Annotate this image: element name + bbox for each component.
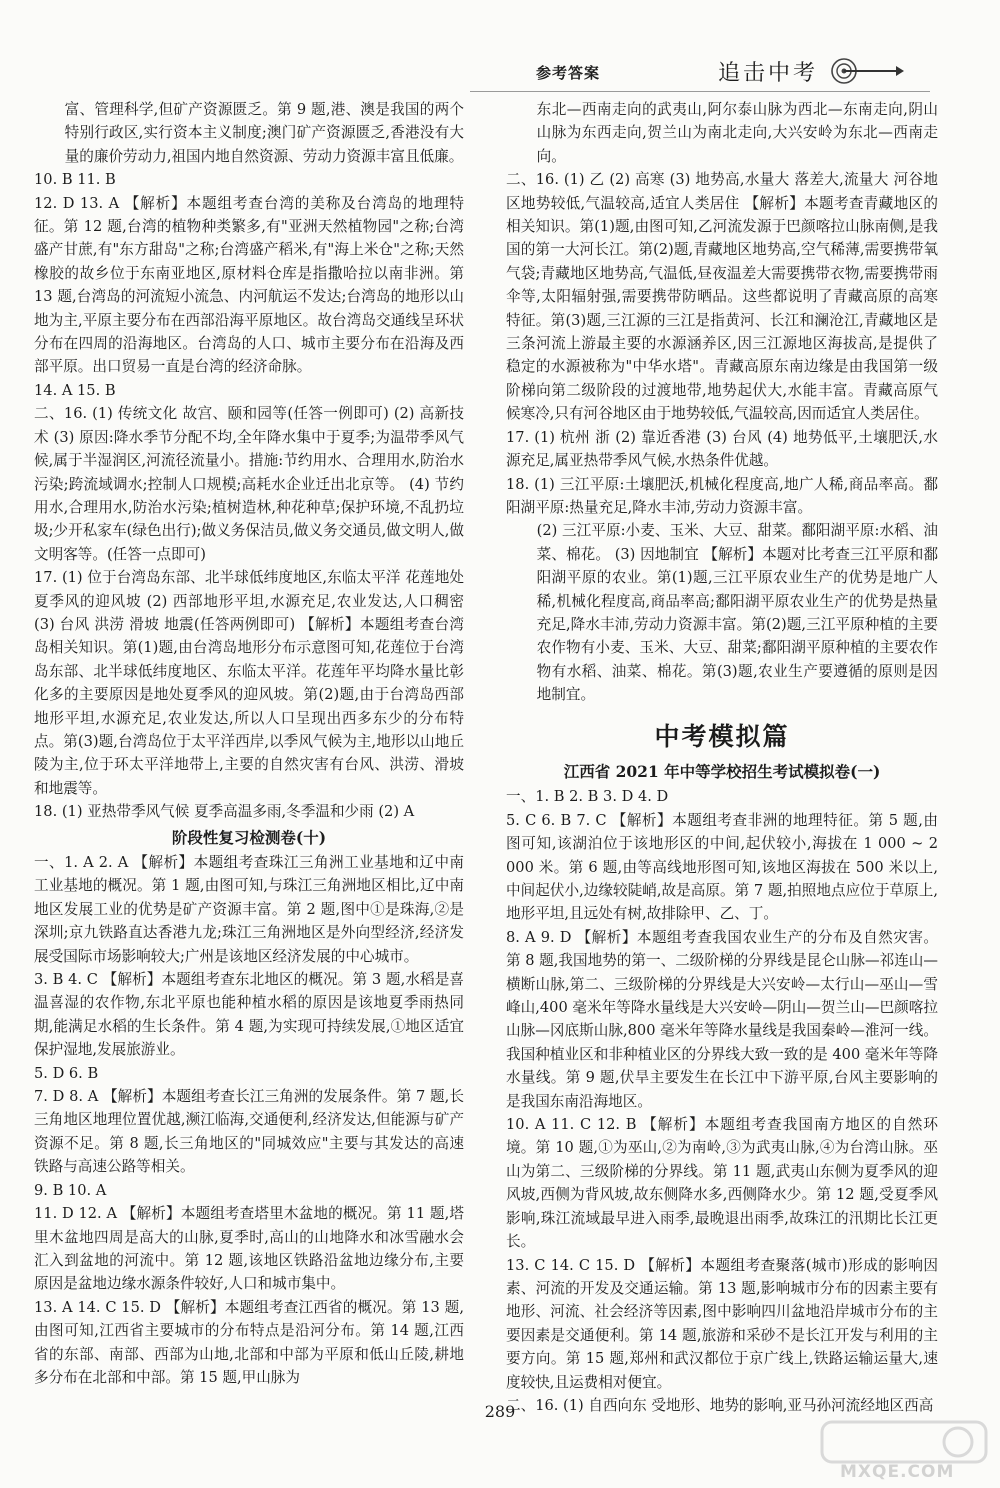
answer-paragraph: 18. (1) 亚热带季风气候 夏季高温多雨,冬季温和少雨 (2) A	[34, 803, 415, 821]
stamp-icon	[818, 1418, 990, 1466]
answer-paragraph: 13. A 14. C 15. D 【解析】本题组考查江西省的概况。第 13 题,由图可知,江西省主要城市的分布特点是沿河分布。第 14 题,江西省的东部、南部、西部为山地,北部和中部为平原和低山丘陵,耕地多分布在北部和中部。第 15 题,甲山脉为	[34, 1298, 464, 1386]
left-column	[34, 98, 464, 1389]
answer-paragraph: 二、16. (1) 传统文化 故宫、颐和园等(任答一例即可) (2) 高新技术 (3) 原因:降水季节分配不均,全年降水集中于夏季;为温带季风气候,属于半湿润区,河流径流量小。措施:节约用水、合理用水,防治水污染;跨流域调水;控制人口规模;高耗水企业迁出北京等。 (4) 节约用水,合理用水,防治水污染;植树造林,种花种草;保护环境,不乱扔垃圾;少开私家车(绿色出行);做义务保洁员,做义务交通员,做文明人,做文明客等。(任答一点即可)	[34, 405, 464, 563]
answer-paragraph: 7. D 8. A 【解析】本题组考查长江三角洲的发展条件。第 7 题,长三角地区地理位置优越,濒江临海,交通便利,经济发达,但能源与矿产资源不足。第 8 题,长三角地区的"同城效应"主要与其发达的高速铁路与高速公路等相关。	[34, 1088, 464, 1176]
header-label: 参考答案	[536, 64, 601, 82]
answer-paragraph: 9. B 10. A	[34, 1181, 107, 1199]
right-column	[506, 98, 938, 1417]
answer-paragraph: 二、16. (1) 自西向东 受地形、地势的影响,亚马孙河流经地区西高	[506, 1396, 934, 1414]
section-heading: 江西省 2021 年中等学校招生考试模拟卷(一)	[563, 761, 881, 781]
answer-paragraph: 12. D 13. A 【解析】本题组考查台湾的美称及台湾岛的地理特征。第 12 题,台湾的植物种类繁多,有"亚洲天然植物园"之称;台湾盛产甘蔗,有"东方甜岛"之称;台湾盛产稻米,有"海上米仓"之称;天然橡胶的故乡位于东南亚地区,原材料仓库是指撒哈拉以南非洲。第 13 题,台湾岛的河流短小流急、内河航运不发达;台湾岛的地形以山地为主,平原主要分布在西部沿海平原地区。故台湾岛交通线呈环状分布在四周的沿海地区。台湾岛的人口、城市主要分布在沿海及西部平原。出口贸易一直是台湾的经济命脉。	[34, 194, 464, 376]
page-number: 289	[484, 1402, 516, 1421]
answer-paragraph: 8. A 9. D 【解析】本题组考查我国农业生产的分布及自然灾害。第 8 题,我国地势的第一、二级阶梯的分界线是昆仑山脉—祁连山—横断山脉,第二、三级阶梯的分界线是大兴安岭—太行山—巫山—雪峰山,400 毫米年等降水量线是大兴安岭—阴山—贺兰山—巴颜喀拉山脉—冈底斯山脉,800 毫米年等降水量线是我国秦岭—淮河一线。我国种植业区和非种植业区的分界线大致一致的是 400 毫米年等降水量线。第 9 题,伏旱主要发生在长江中下游平原,台风主要影响的是我国东南沿海地区。	[506, 928, 938, 1110]
part-title: 中考模拟篇	[654, 721, 790, 751]
answer-paragraph: 14. A 15. B	[34, 381, 116, 399]
answer-paragraph: (2) 三江平原:小麦、玉米、大豆、甜菜。鄱阳湖平原:水稻、油菜、棉花。 (3) 因地制宜 【解析】本题对比考查三江平原和鄱阳湖平原的农业。第(1)题,三江平原农业生产的优势是地广人稀,机械化程度高,商品率高;鄱阳湖平原农业生产的优势是热量充足,降水丰沛,劳动力资源丰富。第(2)题,三江平原种植的主要农作物有小麦、玉米、大豆、甜菜;鄱阳湖平原种植的主要农作物有水稻、油菜、棉花。第(3)题,农业生产要遵循的原则是因地制宜。	[536, 522, 938, 704]
answer-paragraph: 17. (1) 杭州 浙 (2) 靠近香港 (3) 台风 (4) 地势低平,土壤肥沃,水源充足,属亚热带季风气候,水热条件优越。	[506, 428, 938, 470]
answer-paragraph: 一、1. B 2. B 3. D 4. D	[506, 788, 669, 806]
answer-paragraph: 二、16. (1) 乙 (2) 高寒 (3) 地势高,水量大 落差大,流量大 河谷地区地势较低,气温较高,适宜人类居住 【解析】本题考查青藏地区的相关知识。第(1)题,由图可知,乙河流发源于巴颜喀拉山脉南侧,是我国的第一大河长江。第(2)题,青藏地区地势高,空气稀薄,需要携带氧气袋;青藏地区地势高,气温低,昼夜温差大需要携带衣物,需要携带雨伞等,太阳辐射强,需要携带防晒品。这些都说明了青藏高原的高寒特征。第(3)题,三江源的三江是指黄河、长江和澜沧江,青藏地区是三条河流上游最主要的水源涵养区,因三江源地区海拔高,是提供了稳定的水源被称为"中华水塔"。青藏高原东南边缘是由我国第一级阶梯向第二级阶段的过渡地带,地势起伏大,水能丰富。青藏高原气候寒冷,只有河谷地区由于地势较低,气温较高,因而适宜人类居住。	[506, 171, 938, 423]
answer-paragraph: 13. C 14. C 15. D 【解析】本题组考查聚落(城市)形成的影响因素、河流的开发及交通运输。第 13 题,影响城市分布的因素主要有地形、河流、社会经济等因素,图中影响四川盆地沿岸城市分布的主要因素是交通便利。第 14 题,旅游和采砂不是长江开发与利用的主要方向。第 15 题,郑州和武汉都位于京广线上,铁路运输运量大,速度较快,且运费相对便宜。	[506, 1256, 938, 1391]
answer-paragraph: 10. A 11. C 12. B 【解析】本题组考查我国南方地区的自然环境。第 10 题,①为巫山,②为南岭,③为武夷山脉,④为台湾山脉。巫山为第二、三级阶梯的分界线。第 11 题,武夷山东侧为夏季风的迎风坡,西侧为背风坡,故东侧降水多,西侧降水少。第 12 题,受夏季风影响,珠江流域最早进入雨季,最晚退出雨季,故珠江的汛期比长江更长。	[506, 1116, 938, 1251]
answer-paragraph: 10. B 11. B	[34, 171, 116, 189]
answer-paragraph: 5. C 6. B 7. C 【解析】本题组考查非洲的地理特征。第 5 题,由图可知,该湖泊位于该地形区的中间,起伏较小,海拔在 1 000 ~ 2 000 米。第 6 题,由等高线地形图可知,该地区海拔在 500 米以上,中间起伏小,边缘较陡峭,故是高原。第 7 题,拍照地点应位于草原上,地形平坦,且远处有树,故排除甲、乙、丁。	[506, 811, 938, 923]
answer-paragraph: 东北—西南走向的武夷山,阿尔泰山脉为西北—东南走向,阴山山脉为东西走向,贺兰山为南北走向,大兴安岭为东北—西南走向。	[536, 101, 938, 165]
target-arrow-icon	[824, 56, 904, 86]
answer-paragraph: 3. B 4. C 【解析】本题组考查东北地区的概况。第 3 题,水稻是喜温喜湿的农作物,东北平原也能种植水稻的原因是该地夏季雨热同期,能满足水稻的生长条件。第 4 题,为实现可持续发展,①地区适宜保护湿地,发展旅游业。	[34, 971, 464, 1059]
header-rule	[470, 91, 930, 92]
answer-paragraph: 5. D 6. B	[34, 1064, 99, 1082]
answer-paragraph: 一、1. A 2. A 【解析】本题组考查珠江三角洲工业基地和辽中南工业基地的概况。第 1 题,由图可知,与珠江三角洲地区相比,辽中南地区发展工业的优势是矿产资源丰富。第 2 题,图中①是珠海,②是深圳;京九铁路直达香港九龙;珠江三角洲地区是外向型经济,经济发展受国际市场影响较大;广州是该地区经济发展的中心城市。	[34, 854, 464, 965]
watermark-url: MXQE.COM	[840, 1462, 955, 1482]
answer-paragraph: 18. (1) 三江平原:土壤肥沃,机械化程度高,地广人稀,商品率高。鄱阳湖平原:热量充足,降水丰沛,劳动力资源丰富。	[506, 475, 938, 516]
answer-paragraph: 17. (1) 位于台湾岛东部、北半球低纬度地区,东临太平洋 花莲地处夏季风的迎风坡 (2) 西部地形平坦,水源充足,农业发达,人口稠密 (3) 台风 洪涝 滑坡 地震(任答两例即可) 【解析】本题组考查台湾岛相关知识。第(1)题,由台湾岛地形分布示意图可知,花莲位于台湾岛东部、北半球低纬度地区、东临太平洋。花莲年平均降水量比彰化多的主要原因是地处夏季风的迎风坡。第(2)题,由于台湾岛西部地形平坦,水源充足,农业发达,所以人口呈现出西多东少的分布特点。第(3)题,台湾岛位于太平洋西岸,以季风气候为主,地形以山地丘陵为主,位于环太平洋地带上,主要的自然灾害有台风、洪涝、滑坡和地震等。	[34, 569, 464, 797]
watermark-logo	[818, 1418, 990, 1484]
running-header	[470, 52, 930, 92]
section-heading: 阶段性复习检测卷(十)	[171, 827, 327, 847]
answer-paragraph: 11. D 12. A 【解析】本题组考查塔里木盆地的概况。第 11 题,塔里木盆地四周是高大的山脉,夏季时,高山的山地降水和冰雪融水会汇入到盆地的河流中。第 12 题,该地区铁路沿盆地边缘分布,主要原因是盆地边缘水源条件较好,人口和城市集中。	[34, 1205, 464, 1293]
header-brand: 追击中考	[718, 61, 819, 86]
answer-paragraph: 富、管理科学,但矿产资源匮乏。第 9 题,港、澳是我国的两个特别行政区,实行资本主义制度;澳门矿产资源匮乏,香港没有大量的廉价劳动力,祖国内地自然资源、劳动力资源丰富且低廉。	[64, 101, 464, 165]
